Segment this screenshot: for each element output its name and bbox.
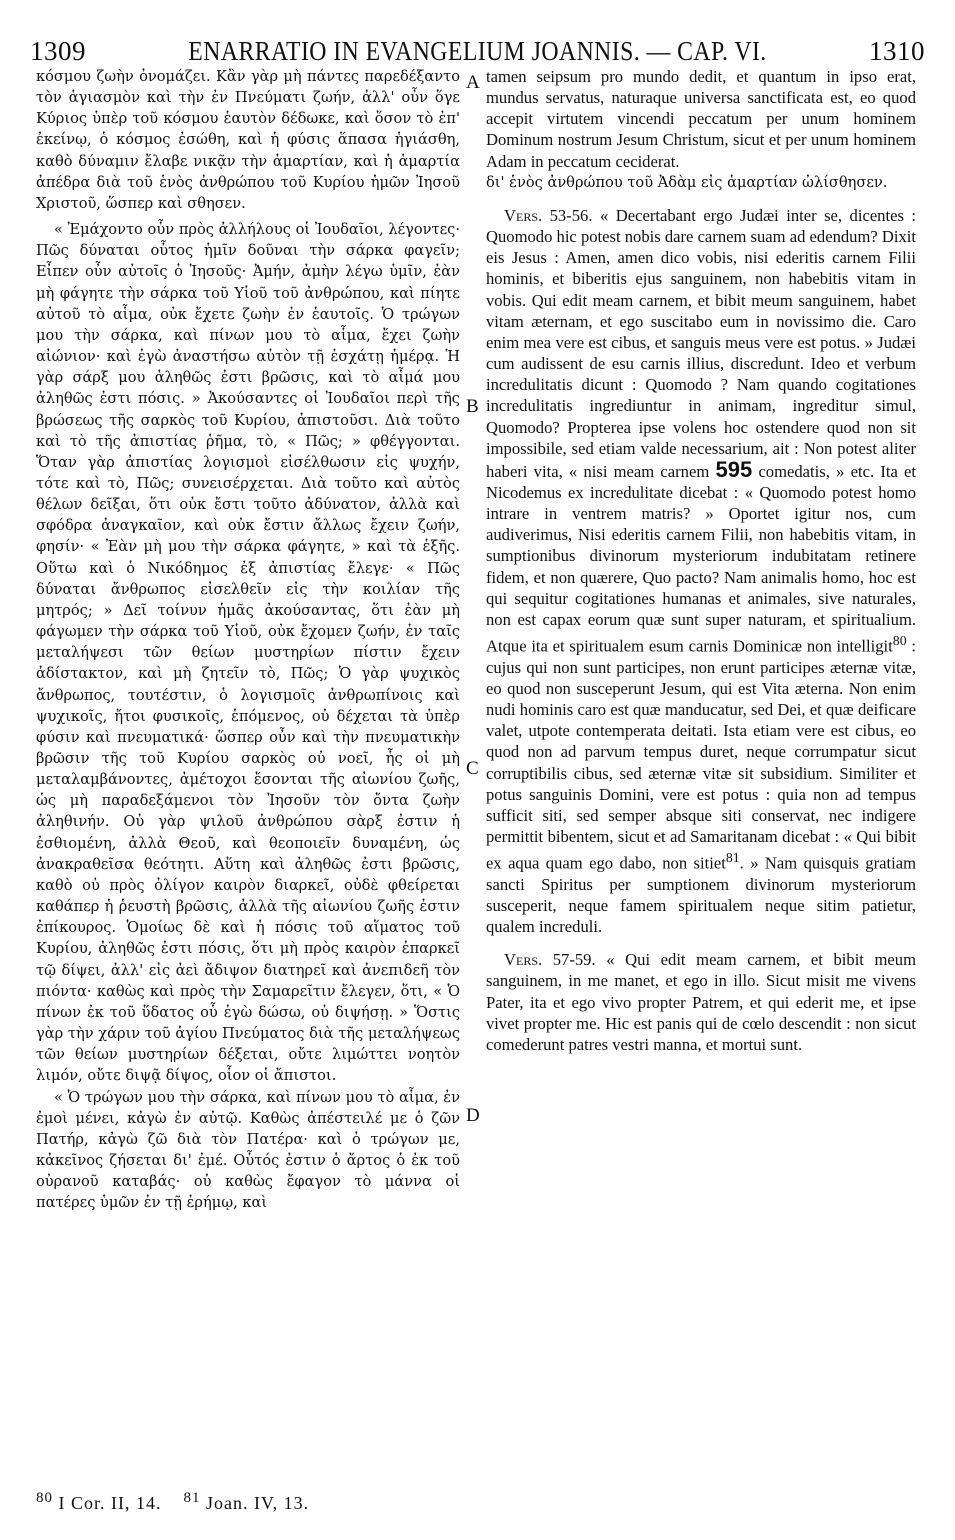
latin-text: . » Nam quisquis gratiam sancti Spiritus per sumptionem divinorum mysteriorum susceperit, neque famem spiritualem neque sitim patietur, qualem increduli. xyxy=(486,853,916,937)
page-header xyxy=(30,30,925,70)
latin-text: « Qui edit meam carnem, et bibit meum sanguinem, in me manet, et ego in illo. Sicut misit me vivens Pater, ita et ego vivo propter Patrem, et qui ederit me, et ipse vivet propter me. Hic est panis qui de cœlo descendit : non sicut comederunt patres vestri manna, et mortui sunt. xyxy=(486,950,916,1054)
latin-paragraph xyxy=(486,205,916,937)
latin-text: : cujus qui non sunt participes, non erunt participes æternæ vitæ, eo quod non susceperunt Jesum, qui est Vita æterna. Non enim nudi hominis caro est quæ manducatur, sed Dei, et quæ deificare valet, utpote contemperata deitati. Ista etiam vere est cibus, eo quod non ad parvum tempus duret, neque corrumpatur sicut corruptibilis cibus, sed æternæ vitæ sit subsidium. Similiter et potus sanguinis Domini, vere est potus : quia non ad tempus sufficit siti, sed semper absque siti conservat, nec indigere permittit bibentem, sicut et ad Samaritanam dicebat : « Qui bibit ex aqua quam ego dabo, non sitiet xyxy=(486,636,916,873)
page-number-left: 1309 xyxy=(30,36,86,66)
latin-column xyxy=(486,66,916,1055)
footnote-ref[interactable]: 80 xyxy=(892,633,907,649)
latin-text: tamen seipsum pro mundo dedit, et quantum in ipso erat, mundus servatus, naturaque universa sanctificata est, eo quod accepit virtutem vincendi peccatum per unum hominem Dominum nostrum Jesum Christum, sicut et per unum hominem Adam in peccatum ceciderat. xyxy=(486,67,916,171)
verse-label: Vers. 53-56. xyxy=(504,205,593,225)
footnote-number: 81 xyxy=(183,1490,201,1506)
running-title: ENARRATIO IN EVANGELIUM JOANNIS. — CAP. VI. xyxy=(188,36,767,66)
latin-paragraph xyxy=(486,949,916,1055)
greek-gloss xyxy=(486,172,916,193)
page-number-right: 1310 xyxy=(869,36,925,66)
greek-gloss-text: δι' ἑνὸς ἀνθρώπου τοῦ Ἀδὰμ εἰς ἁμαρτίαν ὠλίσθησεν. xyxy=(486,173,888,191)
footnote-ref[interactable]: 81 xyxy=(725,850,740,866)
page-marker: 595 xyxy=(715,456,753,482)
latin-text: « Decertabant ergo Judæi inter se, dicentes : Quomodo hic potest nobis dare carnem suam ad edendum? Dixit eis Jesus : Amen, amen dico vobis, nisi ederitis carnem Filii hominis, et biberitis ejus sanguinem, non habebitis vitam in vobis. Qui edit meam carnem, et bibit meum sanguinem, habet vitam æternam, et ego suscitabo eum in novissimo die. Caro enim mea vere est cibus, et sanguis meus vere est potus. » Judæi cum audissent de esu carnis illius, discredunt. Ideo et verbum incredulitatis dicunt : Quomodo ? Nam quando cogitationes incredulitatis ingrediuntur in animam, ingreditur simul, Quomodo? Propterea ipse volens hoc ostendere quod non sit impossibile, sed etiam valde necessarium, ait : Non potest aliter haberi vita, « nisi meam carnem xyxy=(486,205,916,481)
latin-paragraph xyxy=(486,66,916,172)
greek-paragraph: κόσμου ζωὴν ὀνομάζει. Κἂν γὰρ μὴ πάντες παρεδέξαντο τὸν ἁγιασμὸν καὶ τὴν ἐν Πνεύματι ζωήν, ἀλλ' οὖν ὅγε Κύριος ὑπὲρ τοῦ κόσμου ἑαυτὸν δέδωκε, καὶ ὅσον τὸ ἐπ' ἐκείνῳ, ὁ κόσμος ἐσώθη, καὶ ἡ φύσις ἅπασα ἡγιάσθη, καθὸ δύναμιν ἔλαβε νικᾷν τὴν ἁμαρτίαν, καὶ ἡ ἁμαρτία ἀπέδρα διὰ τοῦ ἑνὸς ἀνθρώπου τοῦ Κυρίου ἡμῶν Ἰησοῦ Χριστοῦ, ὥσπερ καὶ σθησεν. xyxy=(36,68,460,212)
greek-paragraph: « Ὁ τρώγων μου τὴν σάρκα, καὶ πίνων μου τὸ αἷμα, ἐν ἐμοὶ μένει, κἀγὼ ἐν αὐτῷ. Καθὼς ἀπέστειλέ με ὁ ζῶν Πατήρ, κἀγὼ ζῶ διὰ τὸν Πατέρα· καὶ ὁ τρώγων με, κἀκεῖνος ζήσεται δι' ἐμέ. Οὗτός ἐστιν ὁ ἄρτος ὁ ἐκ τοῦ οὐρανοῦ καταβάς· οὐ καθὼς ἔφαγον τὸ μάννα οἱ πατέρες ὑμῶν ἐν τῇ ἐρήμῳ, καὶ xyxy=(36,1088,460,1212)
footnotes xyxy=(36,1490,636,1514)
latin-text: comedatis, » etc. Ita et Nicodemus ex incredulitate dicebat : « Quomodo potest homo intrare in ventrem matris? » Oportet igitur nos, cum audiverimus, Nisi ederitis carnem Filii, non habebitis vitam, in sumptionibus divinorum mysteriorum indubitatam retinere fidem, et non quærere, Quo pacto? Nam animalis homo, hoc est qui sequitur cogitationes humanas et animales, sive naturales, non est capax eorum quæ sunt super naturam, et spiritualium. Atque ita et spiritualem esum carnis Dominicæ non intelligit xyxy=(486,461,917,656)
section-marker-d: D xyxy=(466,1105,480,1126)
greek-paragraph: « Ἐμάχοντο οὖν πρὸς ἀλλήλους οἱ Ἰουδαῖοι, λέγοντες· Πῶς δύναται οὗτος ἡμῖν δοῦναι τὴν σάρκα φαγεῖν; Εἶπεν οὖν αὐτοῖς ὁ Ἰησοῦς· Ἀμήν, ἀμὴν λέγω ὑμῖν, ἐὰν μὴ φάγητε τὴν σάρκα τοῦ Υἱοῦ τοῦ ἀνθρώπου, καὶ πίητε αὐτοῦ τὸ αἷμα, οὐκ ἔχετε ζωὴν ἐν ἑαυτοῖς. Ὁ τρώγων μου τὴν σάρκα, καὶ πίνων μου τὸ αἷμα, ἔχει ζωὴν αἰώνιον· καὶ ἐγὼ ἀναστήσω αὐτὸν τῇ ἐσχάτῃ ἡμέρᾳ. Ἡ γὰρ σάρξ μου ἀληθῶς ἐστι βρῶσις, καὶ τὸ αἷμά μου ἀληθῶς ἐστι πόσις. » Ἀκούσαντες οἱ Ἰουδαῖοι περὶ τῆς βρώσεως τῆς σαρκὸς τοῦ Κυρίου, ἀπιστοῦσι. Διὰ τοῦτο καὶ τὸ τῆς ἀπιστίας ῥῆμα, τὸ, « Πῶς; » φθέγγονται. Ὅταν γὰρ ἀπιστίας λογισμοὶ εἰσέλθωσιν εἰς ψυχήν, τότε καὶ τὸ, Πῶς; συνεισέρχεται. Διὰ τοῦτο καὶ αὐτὸς θέλων δεῖξαι, ὅτι οὐκ ἔστι τοῦτο ἀδύνατον, ἀλλὰ καὶ σφόδρα ἀναγκαῖον, καὶ οὐκ ἔστιν ἄλλως ἔχειν ζωήν, φησίν· « Ἐὰν μὴ μου τὴν σάρκα φάγητε, » καὶ τὰ ἑξῆς. Οὕτω καὶ ὁ Νικόδημος ἐξ ἀπιστίας ἔλεγε· « Πῶς δύναται ἄνθρωπος εἰσελθεῖν εἰς τὴν κοιλίαν τῆς μητρός; » Δεῖ τοίνυν ἡμᾶς ἀκούσαντας, ὅτι ἐὰν μὴ φάγωμεν τὴν σάρκα τοῦ Υἱοῦ, οὐκ ἔχομεν ζωήν, ἐν ταῖς μεταλήψεσι τῶν θείων μυστηρίων πίστιν ἔχειν ἀδίστακτον, καὶ μὴ ζητεῖν τὸ, Πῶς; Ὁ γὰρ ψυχικὸς ἄνθρωπος, τουτέστιν, ὁ λογισμοῖς ἀνθρωπίνοις καὶ ψυχικοῖς, ἤτοι φυσικοῖς, ἑπόμενος, οὐ δέχεται τὰ ὑπὲρ φύσιν καὶ πνευματικά· ὥσπερ οὖν καὶ τὴν πνευματικὴν βρῶσιν τῆς τοῦ Κυρίου σαρκὸς οὐ νοεῖ, ἧς οἱ μὴ μεταλαμβάνοντες, ἀμέτοχοι ἔσονται τῆς αἰωνίου ζωῆς, ὡς μὴ παραδεξάμενοι τὸν Ἰησοῦν τὸν ὄντα ζωὴν ἀληθινήν. Οὐ γὰρ ψιλοῦ ἀνθρώπου σὰρξ ἐστιν ἡ ἐσθιομένη, ἀλλὰ Θεοῦ, καὶ θεοποιεῖν δυναμένη, ὡς ἀνακραθεῖσα θεότητι. Αὕτη καὶ ἀληθῶς ἐστι βρῶσις, καθὸ οὐ πρὸς ὀλίγον καιρὸν διαρκεῖ, οὐδὲ φθείρεται καθάπερ ἡ ῥευστὴ βρῶσις, ἀλλὰ τῆς αἰωνίου ζωῆς ἐστιν ἐπίκουρος. Ὁμοίως δὲ καὶ ἡ πόσις τοῦ αἵματος τοῦ Κυρίου, ἀληθῶς ἐστι πόσις, ὅτι μὴ πρὸς καιρὸν ἐπαρκεῖ τῷ δίψει, ἀλλ' εἰς ἀεὶ ἄδιψον διατηρεῖ καὶ ἀνεπιδεῆ τὸν πιόντα· καθὼς καὶ πρὸς τὴν Σαμαρεῖτιν ἔλεγεν, ὅτι, « Ὁ πίνων ἐκ τοῦ ὕδατος οὗ ἐγὼ δώσω, οὐ διψήσῃ. » Ὅστις γὰρ τὴν χάριν τοῦ ἁγίου Πνεύματος διὰ τῆς μεταλήψεως τῶν θείων μυστηρίων δέξεται, οὔτε λιμώττει νοητὸν λιμόν, οὔτε διψᾷ δίψος, οἷον οἱ ἄπιστοι. xyxy=(36,221,460,1085)
footnote-text: I Cor. II, 14. xyxy=(58,1493,162,1513)
verse-label: Vers. 57-59. xyxy=(504,950,596,970)
greek-column xyxy=(36,66,460,1213)
footnote-text: Joan. IV, 13. xyxy=(206,1493,310,1513)
footnote-number: 80 xyxy=(36,1490,53,1506)
section-marker-c: C xyxy=(466,758,479,779)
section-marker-a: A xyxy=(466,72,480,93)
section-marker-b: B xyxy=(466,396,479,417)
